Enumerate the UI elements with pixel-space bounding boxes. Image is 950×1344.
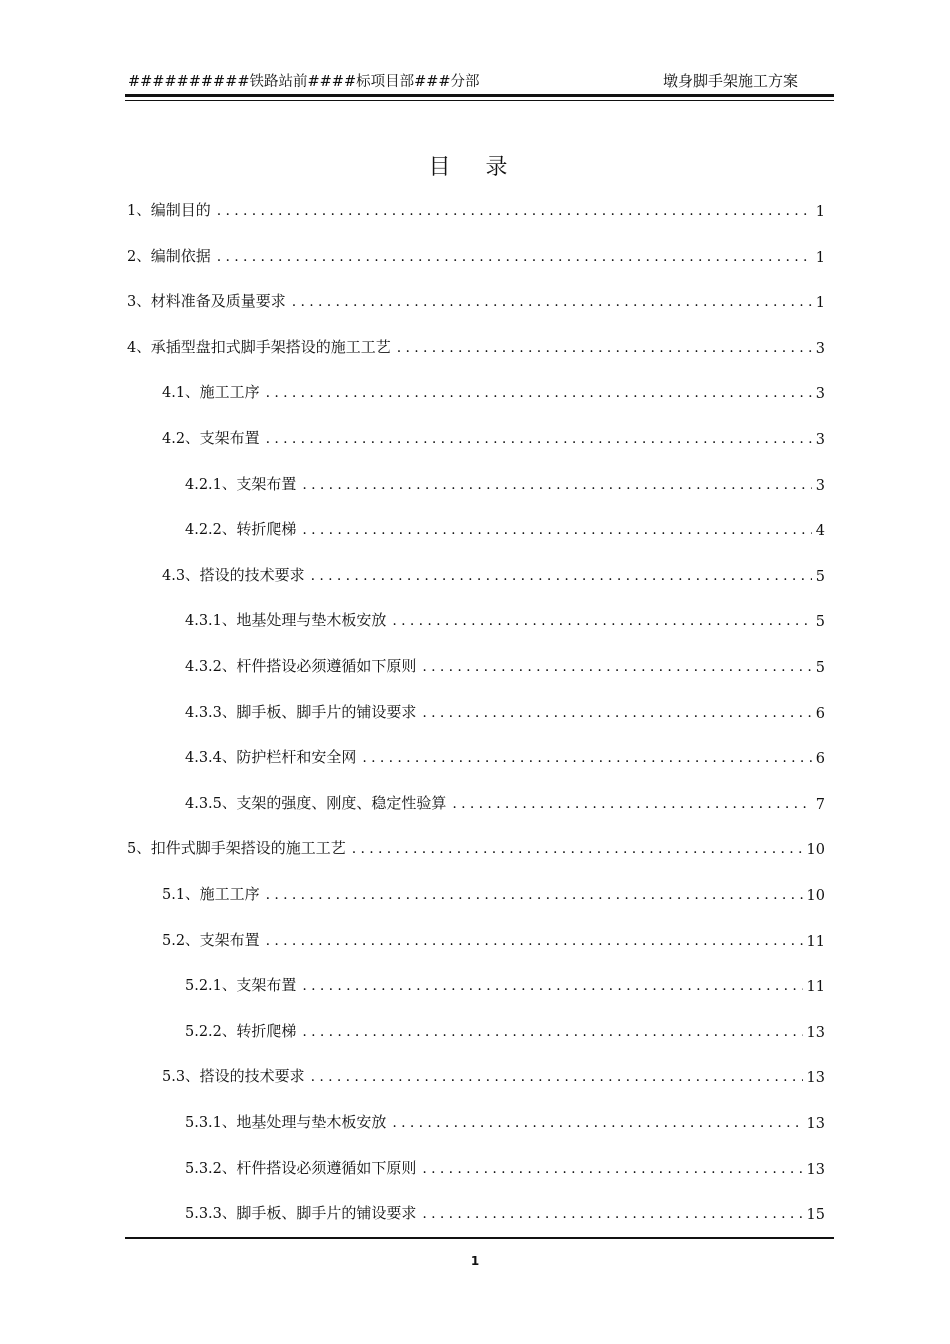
toc-entry-number: 4.3.2、 — [185, 659, 237, 675]
toc-entry-page: 5 — [815, 614, 825, 630]
toc-entry[interactable] — [127, 335, 825, 357]
toc-entry-number: 2、 — [127, 249, 151, 265]
toc-entry-title: 编制依据 — [150, 247, 211, 265]
toc-entry-title: 转折爬梯 — [236, 1022, 297, 1040]
toc-dot-leader — [422, 704, 811, 722]
toc-entry-number: 5.3.2、 — [185, 1161, 237, 1177]
toc-entry-page: 3 — [815, 478, 825, 494]
toc-entry[interactable] — [162, 882, 825, 904]
toc-entry-page: 5 — [815, 569, 825, 585]
toc-entry[interactable] — [185, 1201, 825, 1223]
header-rule-thick — [125, 94, 834, 97]
toc-entry-number: 4.3.4、 — [185, 750, 237, 766]
toc-entry-page: 1 — [815, 295, 825, 311]
toc-entry[interactable] — [185, 1156, 825, 1178]
page-header-left: ##########铁路站前####标项目部###分部 — [128, 74, 480, 90]
toc-entry[interactable] — [185, 608, 825, 630]
toc-entry[interactable] — [185, 1019, 825, 1041]
toc-entry-title: 杆件搭设必须遵循如下原则 — [236, 1159, 417, 1177]
toc-entry-number: 5.1、 — [162, 887, 200, 903]
toc-entry-number: 4、 — [127, 340, 151, 356]
toc-entry-page: 3 — [815, 386, 825, 402]
toc-dot-leader — [392, 1114, 802, 1132]
toc-entry-page: 13 — [806, 1162, 825, 1178]
toc-entry-page: 6 — [815, 706, 825, 722]
toc-entry-number: 3、 — [127, 294, 151, 310]
toc-entry-number: 5.2、 — [162, 933, 200, 949]
toc-dot-leader — [266, 932, 803, 950]
toc-entry[interactable] — [185, 654, 825, 676]
toc-dot-leader — [311, 1068, 803, 1086]
toc-dot-leader — [302, 521, 811, 539]
toc-entry-page: 13 — [806, 1025, 825, 1041]
toc-entry-number: 5.3.1、 — [185, 1115, 237, 1131]
toc-dot-leader — [422, 1205, 802, 1223]
toc-entry[interactable] — [185, 700, 825, 722]
toc-entry-page: 13 — [806, 1116, 825, 1132]
toc-dot-leader — [311, 567, 812, 585]
toc-entry-title: 支架布置 — [236, 976, 297, 994]
toc-entry-page: 11 — [806, 934, 825, 950]
toc-entry-page: 3 — [815, 432, 825, 448]
toc-entry-title: 施工工序 — [199, 885, 260, 903]
toc-dot-leader — [397, 339, 812, 357]
toc-entry-number: 5.2.2、 — [185, 1024, 237, 1040]
toc-entry[interactable] — [185, 517, 825, 539]
toc-dot-leader — [266, 430, 812, 448]
toc-entry[interactable] — [162, 380, 825, 402]
toc-dot-leader — [422, 658, 811, 676]
toc-entry-title: 防护栏杆和安全网 — [236, 748, 357, 766]
toc-entry-number: 5、 — [127, 841, 151, 857]
toc-dot-leader — [452, 795, 811, 813]
toc-entry-title: 支架布置 — [236, 475, 297, 493]
toc-entry-number: 1、 — [127, 203, 151, 219]
toc-entry[interactable] — [185, 472, 825, 494]
toc-entry[interactable] — [162, 563, 825, 585]
toc-entry-page: 4 — [815, 523, 825, 539]
toc-entry-page: 5 — [815, 660, 825, 676]
toc-dot-leader — [302, 476, 811, 494]
toc-entry[interactable] — [185, 973, 825, 995]
toc-entry-title: 扣件式脚手架搭设的施工工艺 — [150, 839, 346, 857]
toc-entry-number: 4.1、 — [162, 385, 200, 401]
toc-entry-title: 搭设的技术要求 — [199, 566, 305, 584]
toc-dot-leader — [217, 202, 812, 220]
toc-entry[interactable] — [127, 289, 825, 311]
toc-entry[interactable] — [162, 1064, 825, 1086]
toc-entry-title: 支架布置 — [199, 429, 260, 447]
toc-entry-page: 6 — [815, 751, 825, 767]
toc-entry-title: 脚手板、脚手片的铺设要求 — [236, 1204, 417, 1222]
toc-dot-leader — [422, 1160, 802, 1178]
toc-entry[interactable] — [127, 836, 825, 858]
header-rule-thin — [125, 100, 834, 101]
toc-dot-leader — [266, 384, 812, 402]
toc-entry[interactable] — [185, 745, 825, 767]
toc-dot-leader — [392, 612, 811, 630]
toc-entry-page: 11 — [806, 979, 825, 995]
toc-entry[interactable] — [127, 244, 825, 266]
toc-entry-page: 13 — [806, 1070, 825, 1086]
toc-entry[interactable] — [185, 1110, 825, 1132]
toc-entry-title: 材料准备及质量要求 — [150, 292, 286, 310]
toc-entry-title: 承插型盘扣式脚手架搭设的施工工艺 — [150, 338, 391, 356]
toc-entry-title: 杆件搭设必须遵循如下原则 — [236, 657, 417, 675]
toc-entry-title: 施工工序 — [199, 383, 260, 401]
toc-entry-page: 15 — [806, 1207, 825, 1223]
footer-rule — [125, 1237, 834, 1239]
toc-dot-leader — [217, 248, 812, 266]
toc-entry-title: 支架布置 — [199, 931, 260, 949]
toc-entry[interactable] — [185, 791, 825, 813]
toc-entry-number: 4.3.5、 — [185, 796, 237, 812]
toc-entry[interactable] — [127, 198, 825, 220]
footer-page-number: 1 — [470, 1254, 480, 1268]
toc-dot-leader — [302, 977, 802, 995]
toc-entry-page: 3 — [815, 341, 825, 357]
toc-entry-page: 10 — [806, 842, 825, 858]
toc-entry-number: 5.3、 — [162, 1069, 200, 1085]
toc-entry-number: 5.2.1、 — [185, 978, 237, 994]
toc-entry-page: 1 — [815, 204, 825, 220]
toc-entry-title: 搭设的技术要求 — [199, 1067, 305, 1085]
toc-entry-number: 4.2.2、 — [185, 522, 237, 538]
toc-entry-page: 10 — [806, 888, 825, 904]
toc-entry[interactable] — [162, 928, 825, 950]
toc-entry-number: 4.3.3、 — [185, 705, 237, 721]
toc-dot-leader — [302, 1023, 802, 1041]
toc-entry-title: 地基处理与垫木板安放 — [236, 1113, 387, 1131]
toc-dot-leader — [292, 293, 812, 311]
toc-dot-leader — [352, 840, 803, 858]
toc-title: 目 录 — [428, 155, 522, 180]
toc-entry-title: 转折爬梯 — [236, 520, 297, 538]
toc-dot-leader — [362, 749, 811, 767]
toc-entry-number: 4.2、 — [162, 431, 200, 447]
toc-entry-number: 4.3、 — [162, 568, 200, 584]
toc-entry-page: 1 — [815, 250, 825, 266]
toc-entry-title: 支架的强度、刚度、稳定性验算 — [236, 794, 447, 812]
page-header-right: 墩身脚手架施工方案 — [662, 72, 798, 90]
toc-entry-number: 4.2.1、 — [185, 477, 237, 493]
toc-dot-leader — [266, 886, 803, 904]
toc-entry-title: 编制目的 — [150, 201, 211, 219]
toc-entry-title: 脚手板、脚手片的铺设要求 — [236, 703, 417, 721]
toc-entry[interactable] — [162, 426, 825, 448]
toc-entry-number: 5.3.3、 — [185, 1206, 237, 1222]
toc-entry-page: 7 — [815, 797, 825, 813]
toc-entry-number: 4.3.1、 — [185, 613, 237, 629]
toc-entry-title: 地基处理与垫木板安放 — [236, 611, 387, 629]
